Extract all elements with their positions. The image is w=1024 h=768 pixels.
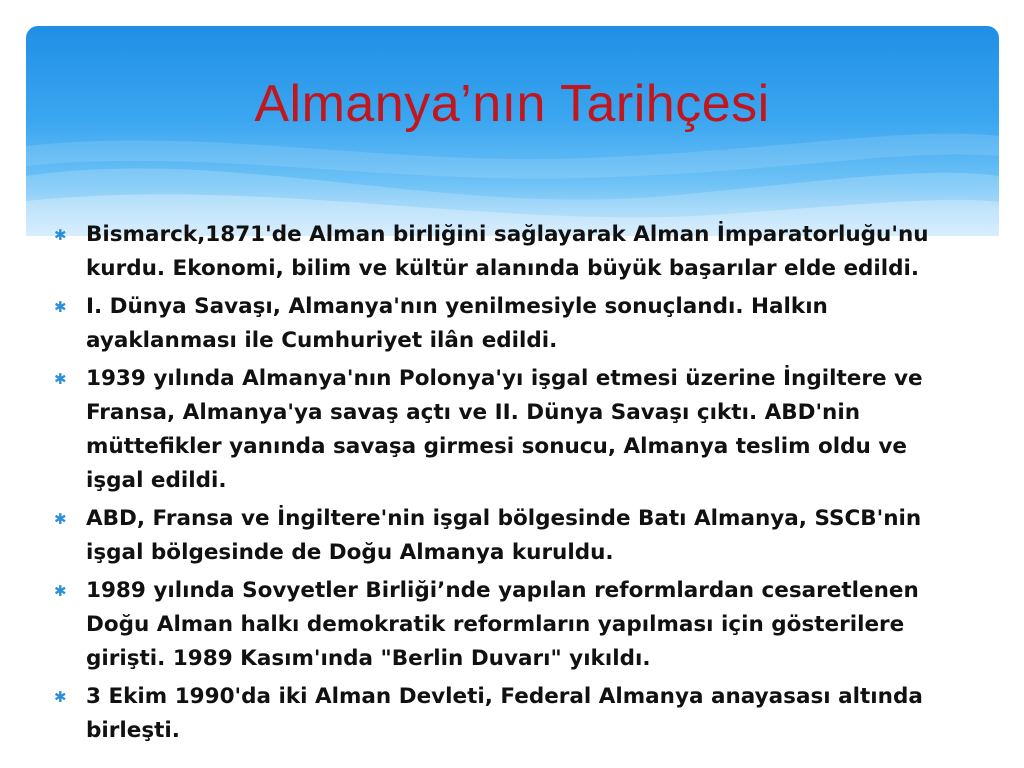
asterisk-bullet-icon: ✱ — [54, 510, 67, 528]
asterisk-bullet-icon: ✱ — [54, 688, 67, 706]
slide-content — [52, 218, 952, 752]
bullet-item — [52, 502, 952, 570]
bullet-text: 1939 yılında Almanya'nın Polonya'yı işgal etmesi üzerine İngiltere ve Fransa, Almanya'ya savaş açtı ve II. Dünya Savaşı çıktı. ABD'nin müttefikler yanında savaşa girmesi sonucu, Almanya teslim oldu ve işgal edildi. — [86, 366, 923, 493]
asterisk-bullet-icon: ✱ — [54, 582, 67, 600]
bullet-item — [52, 574, 952, 676]
asterisk-bullet-icon: ✱ — [54, 370, 67, 388]
bullet-item — [52, 218, 952, 286]
asterisk-bullet-icon: ✱ — [54, 226, 67, 244]
bullet-list — [52, 218, 952, 748]
bullet-text: ABD, Fransa ve İngiltere'nin işgal bölgesinde Batı Almanya, SSCB'nin işgal bölgesinde de Doğu Almanya kuruldu. — [86, 506, 922, 565]
bullet-item — [52, 362, 952, 498]
bullet-item — [52, 680, 952, 748]
slide-title: Almanya’nın Tarihçesi — [254, 75, 770, 133]
asterisk-bullet-icon: ✱ — [54, 298, 67, 316]
bullet-item — [52, 290, 952, 358]
bullet-text: 1989 yılında Sovyetler Birliği’nde yapılan reformlardan cesaretlenen Doğu Alman halkı demokratik reformların yapılması için gösterilere girişti. 1989 Kasım'ında "Berlin Duvarı" yıkıldı. — [86, 578, 919, 671]
bullet-text: I. Dünya Savaşı, Almanya'nın yenilmesiyle sonuçlandı. Halkın ayaklanması ile Cumhuriyet ilân edildi. — [86, 294, 828, 353]
bullet-text: Bismarck,1871'de Alman birliğini sağlayarak Alman İmparatorluğu'nu kurdu. Ekonomi, bilim ve kültür alanında büyük başarılar elde edildi. — [86, 222, 929, 281]
bullet-text: 3 Ekim 1990'da iki Alman Devleti, Federal Almanya anayasası altında birleşti. — [86, 684, 923, 743]
